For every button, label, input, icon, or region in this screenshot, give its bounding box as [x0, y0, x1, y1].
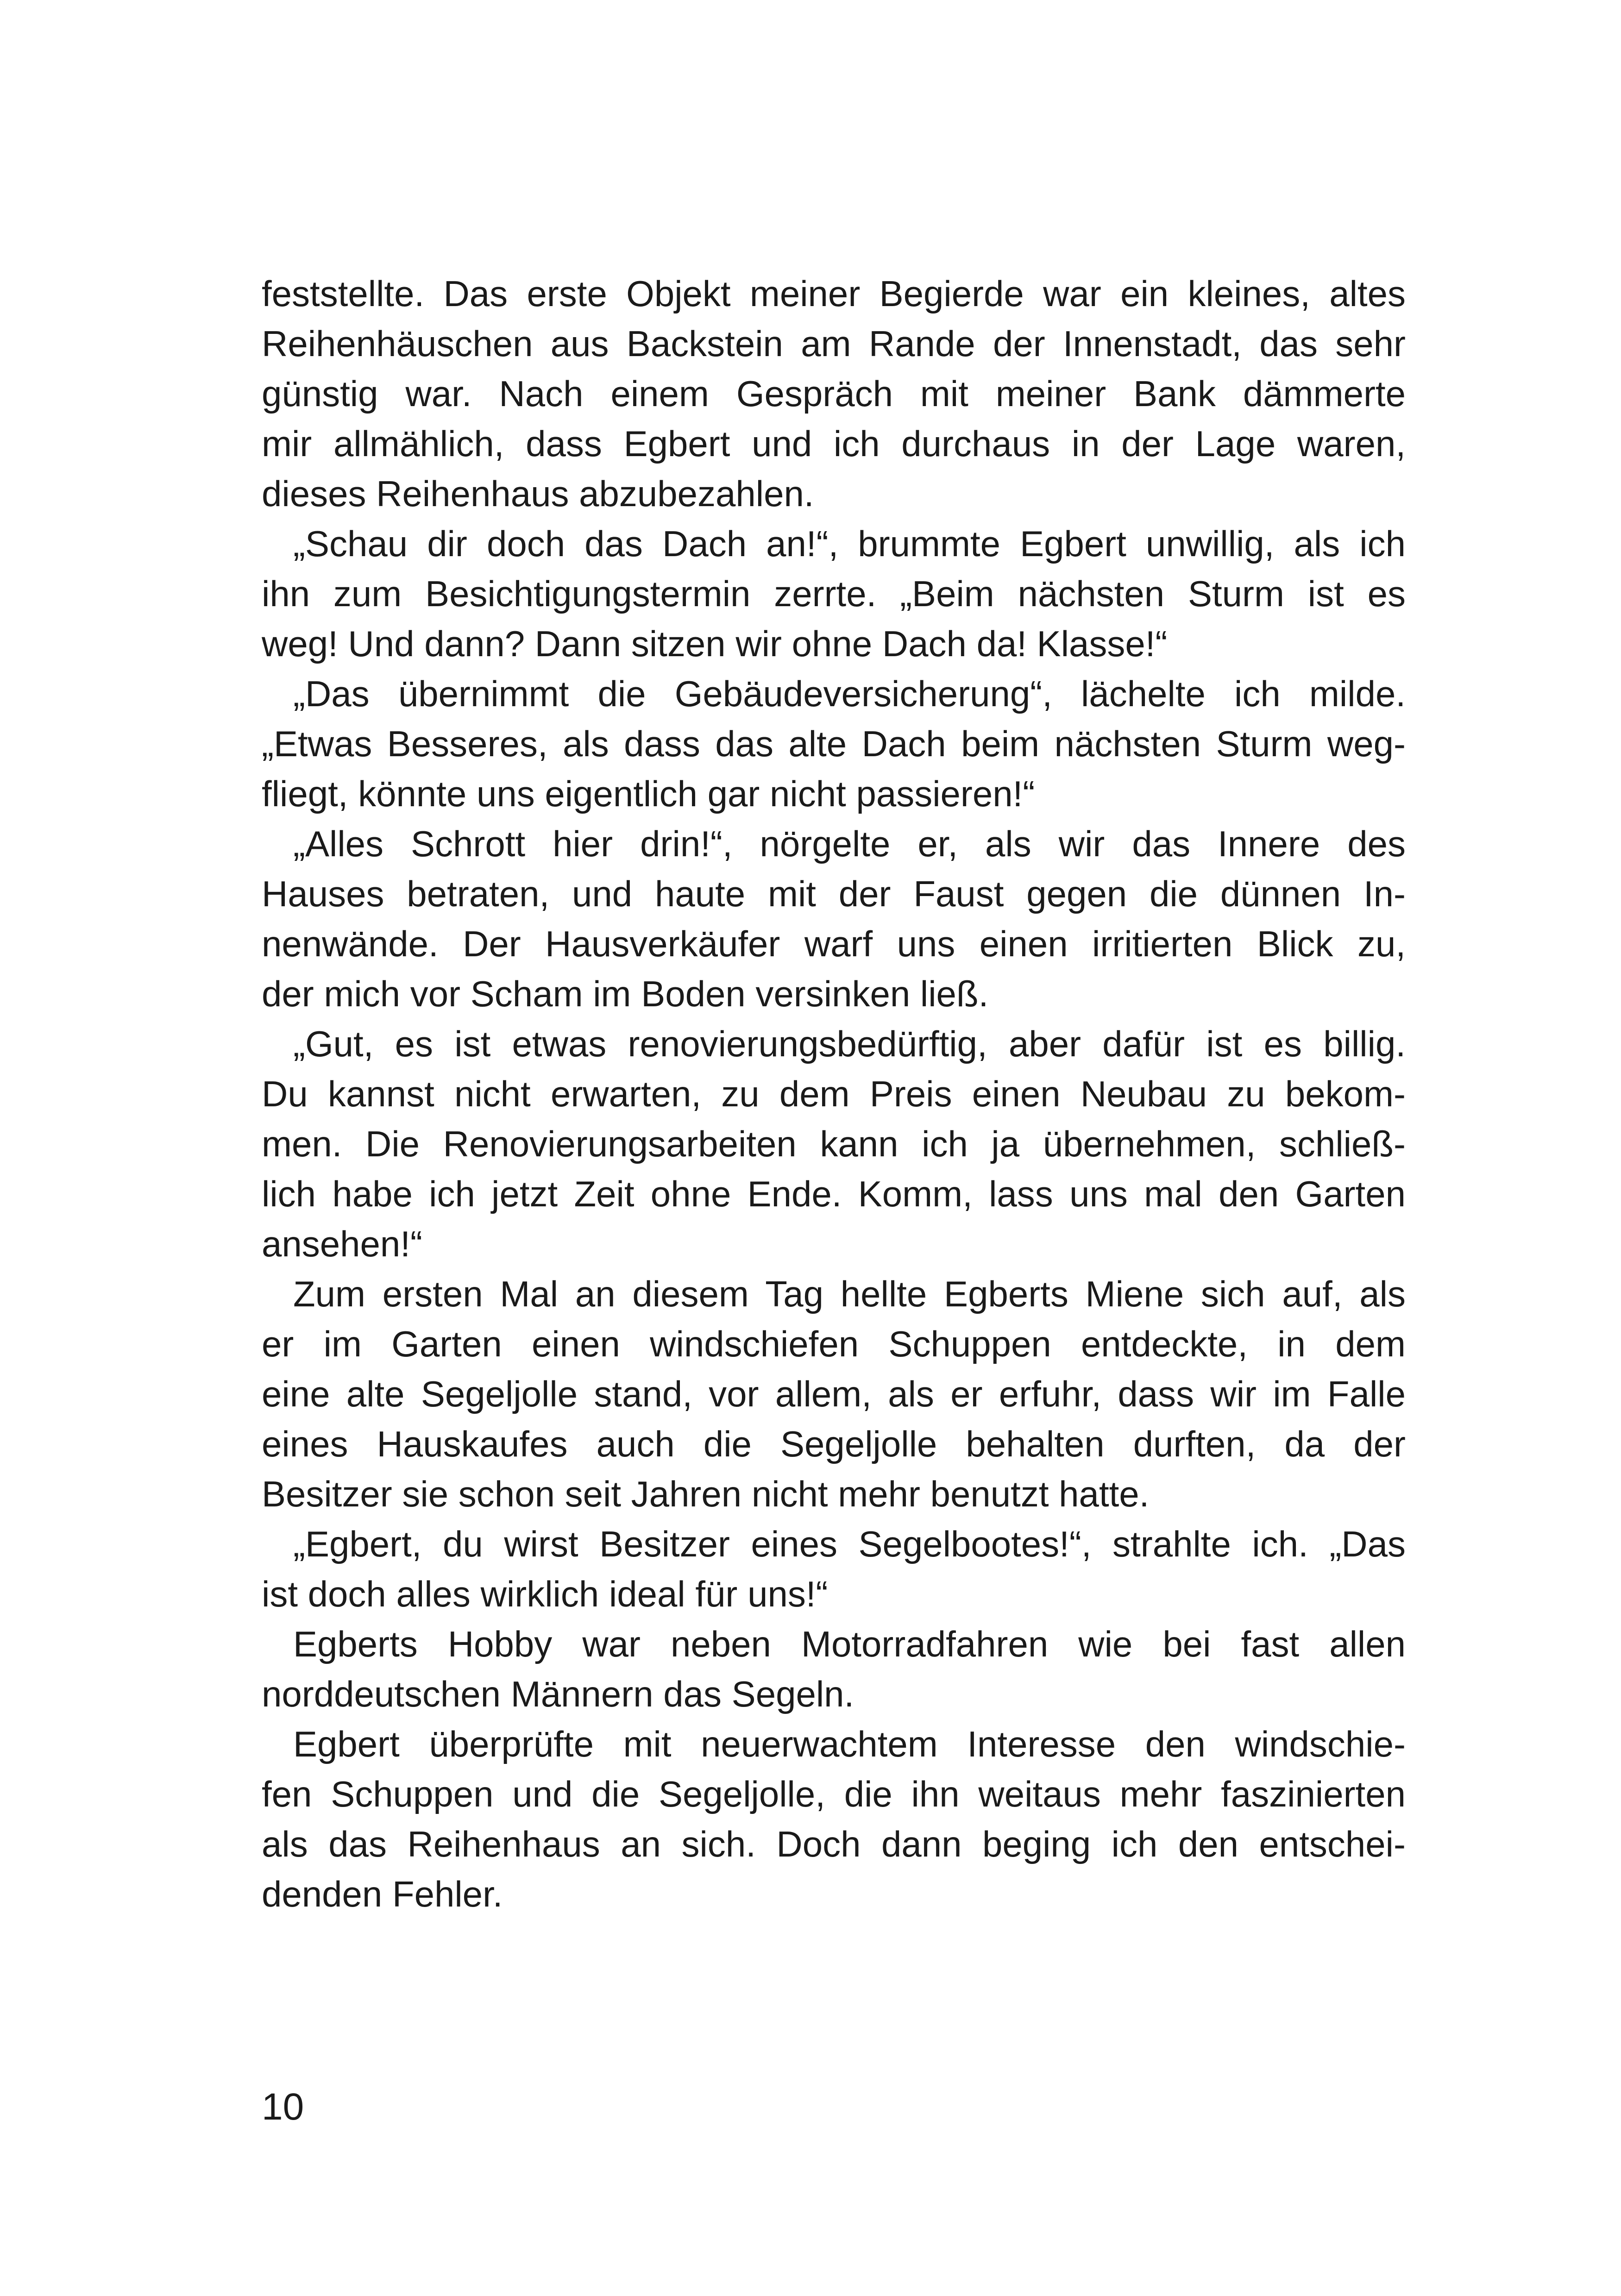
- text-line: feststellte. Das erste Objekt meiner Begierde war ein kleines, altes: [262, 273, 1406, 314]
- page-number: 10: [262, 2086, 304, 2128]
- text-line: ihn zum Besichtigungstermin zerrte. „Beim nächsten Sturm ist es: [262, 573, 1406, 614]
- text-line: er im Garten einen windschiefen Schuppen entdeckte, in dem: [262, 1324, 1406, 1364]
- text-line: als das Reihenhaus an sich. Doch dann beging ich den entschei-: [262, 1824, 1406, 1864]
- text-line: fen Schuppen und die Segeljolle, die ihn weitaus mehr faszinierten: [262, 1774, 1406, 1814]
- text-line: ist doch alles wirklich ideal für uns!“: [262, 1574, 828, 1614]
- text-line: Du kannst nicht erwarten, zu dem Preis einen Neubau zu bekom-: [262, 1073, 1406, 1114]
- text-line: „Alles Schrott hier drin!“, nörgelte er, als wir das Innere des: [293, 823, 1406, 864]
- text-line: nenwände. Der Hausverkäufer warf uns einen irritierten Blick zu,: [262, 923, 1406, 964]
- text-line: „Gut, es ist etwas renovierungsbedürftig, aber dafür ist es billig.: [293, 1023, 1406, 1064]
- text-line: Zum ersten Mal an diesem Tag hellte Egberts Miene sich auf, als: [293, 1273, 1406, 1314]
- text-line: Reihenhäuschen aus Backstein am Rande der Innenstadt, das sehr: [262, 323, 1406, 364]
- text-line: eine alte Segeljolle stand, vor allem, als er erfuhr, dass wir im Falle: [262, 1374, 1406, 1414]
- text-line: „Das übernimmt die Gebäudeversicherung“, lächelte ich milde.: [293, 673, 1406, 714]
- text-line: denden Fehler.: [262, 1874, 503, 1914]
- text-line: mir allmählich, dass Egbert und ich durchaus in der Lage waren,: [262, 423, 1406, 464]
- text-line: norddeutschen Männern das Segeln.: [262, 1674, 854, 1714]
- text-line: dieses Reihenhaus abzubezahlen.: [262, 473, 814, 514]
- text-line: lich habe ich jetzt Zeit ohne Ende. Komm, lass uns mal den Garten: [262, 1173, 1406, 1214]
- text-line: weg! Und dann? Dann sitzen wir ohne Dach da! Klasse!“: [262, 623, 1168, 664]
- text-line: fliegt, könnte uns eigentlich gar nicht passieren!“: [262, 773, 1035, 814]
- text-line: Hauses betraten, und haute mit der Faust gegen die dünnen In-: [262, 873, 1406, 914]
- text-line: Egbert überprüfte mit neuerwachtem Interesse den windschie-: [293, 1724, 1406, 1764]
- body-text: [262, 269, 1406, 1919]
- text-line: „Egbert, du wirst Besitzer eines Segelbootes!“, strahlte ich. „Das: [293, 1524, 1406, 1564]
- text-line: günstig war. Nach einem Gespräch mit meiner Bank dämmerte: [262, 373, 1406, 414]
- text-line: eines Hauskaufes auch die Segeljolle behalten durften, da der: [262, 1424, 1406, 1464]
- text-line: „Schau dir doch das Dach an!“, brummte Egbert unwillig, als ich: [293, 523, 1406, 564]
- text-line: men. Die Renovierungsarbeiten kann ich ja übernehmen, schließ-: [262, 1123, 1406, 1164]
- text-line: der mich vor Scham im Boden versinken ließ.: [262, 973, 989, 1014]
- text-line: Besitzer sie schon seit Jahren nicht mehr benutzt hatte.: [262, 1474, 1150, 1514]
- text-line: Egberts Hobby war neben Motorradfahren wie bei fast allen: [293, 1624, 1406, 1664]
- text-line: ansehen!“: [262, 1223, 422, 1264]
- text-line: „Etwas Besseres, als dass das alte Dach beim nächsten Sturm weg-: [262, 723, 1406, 764]
